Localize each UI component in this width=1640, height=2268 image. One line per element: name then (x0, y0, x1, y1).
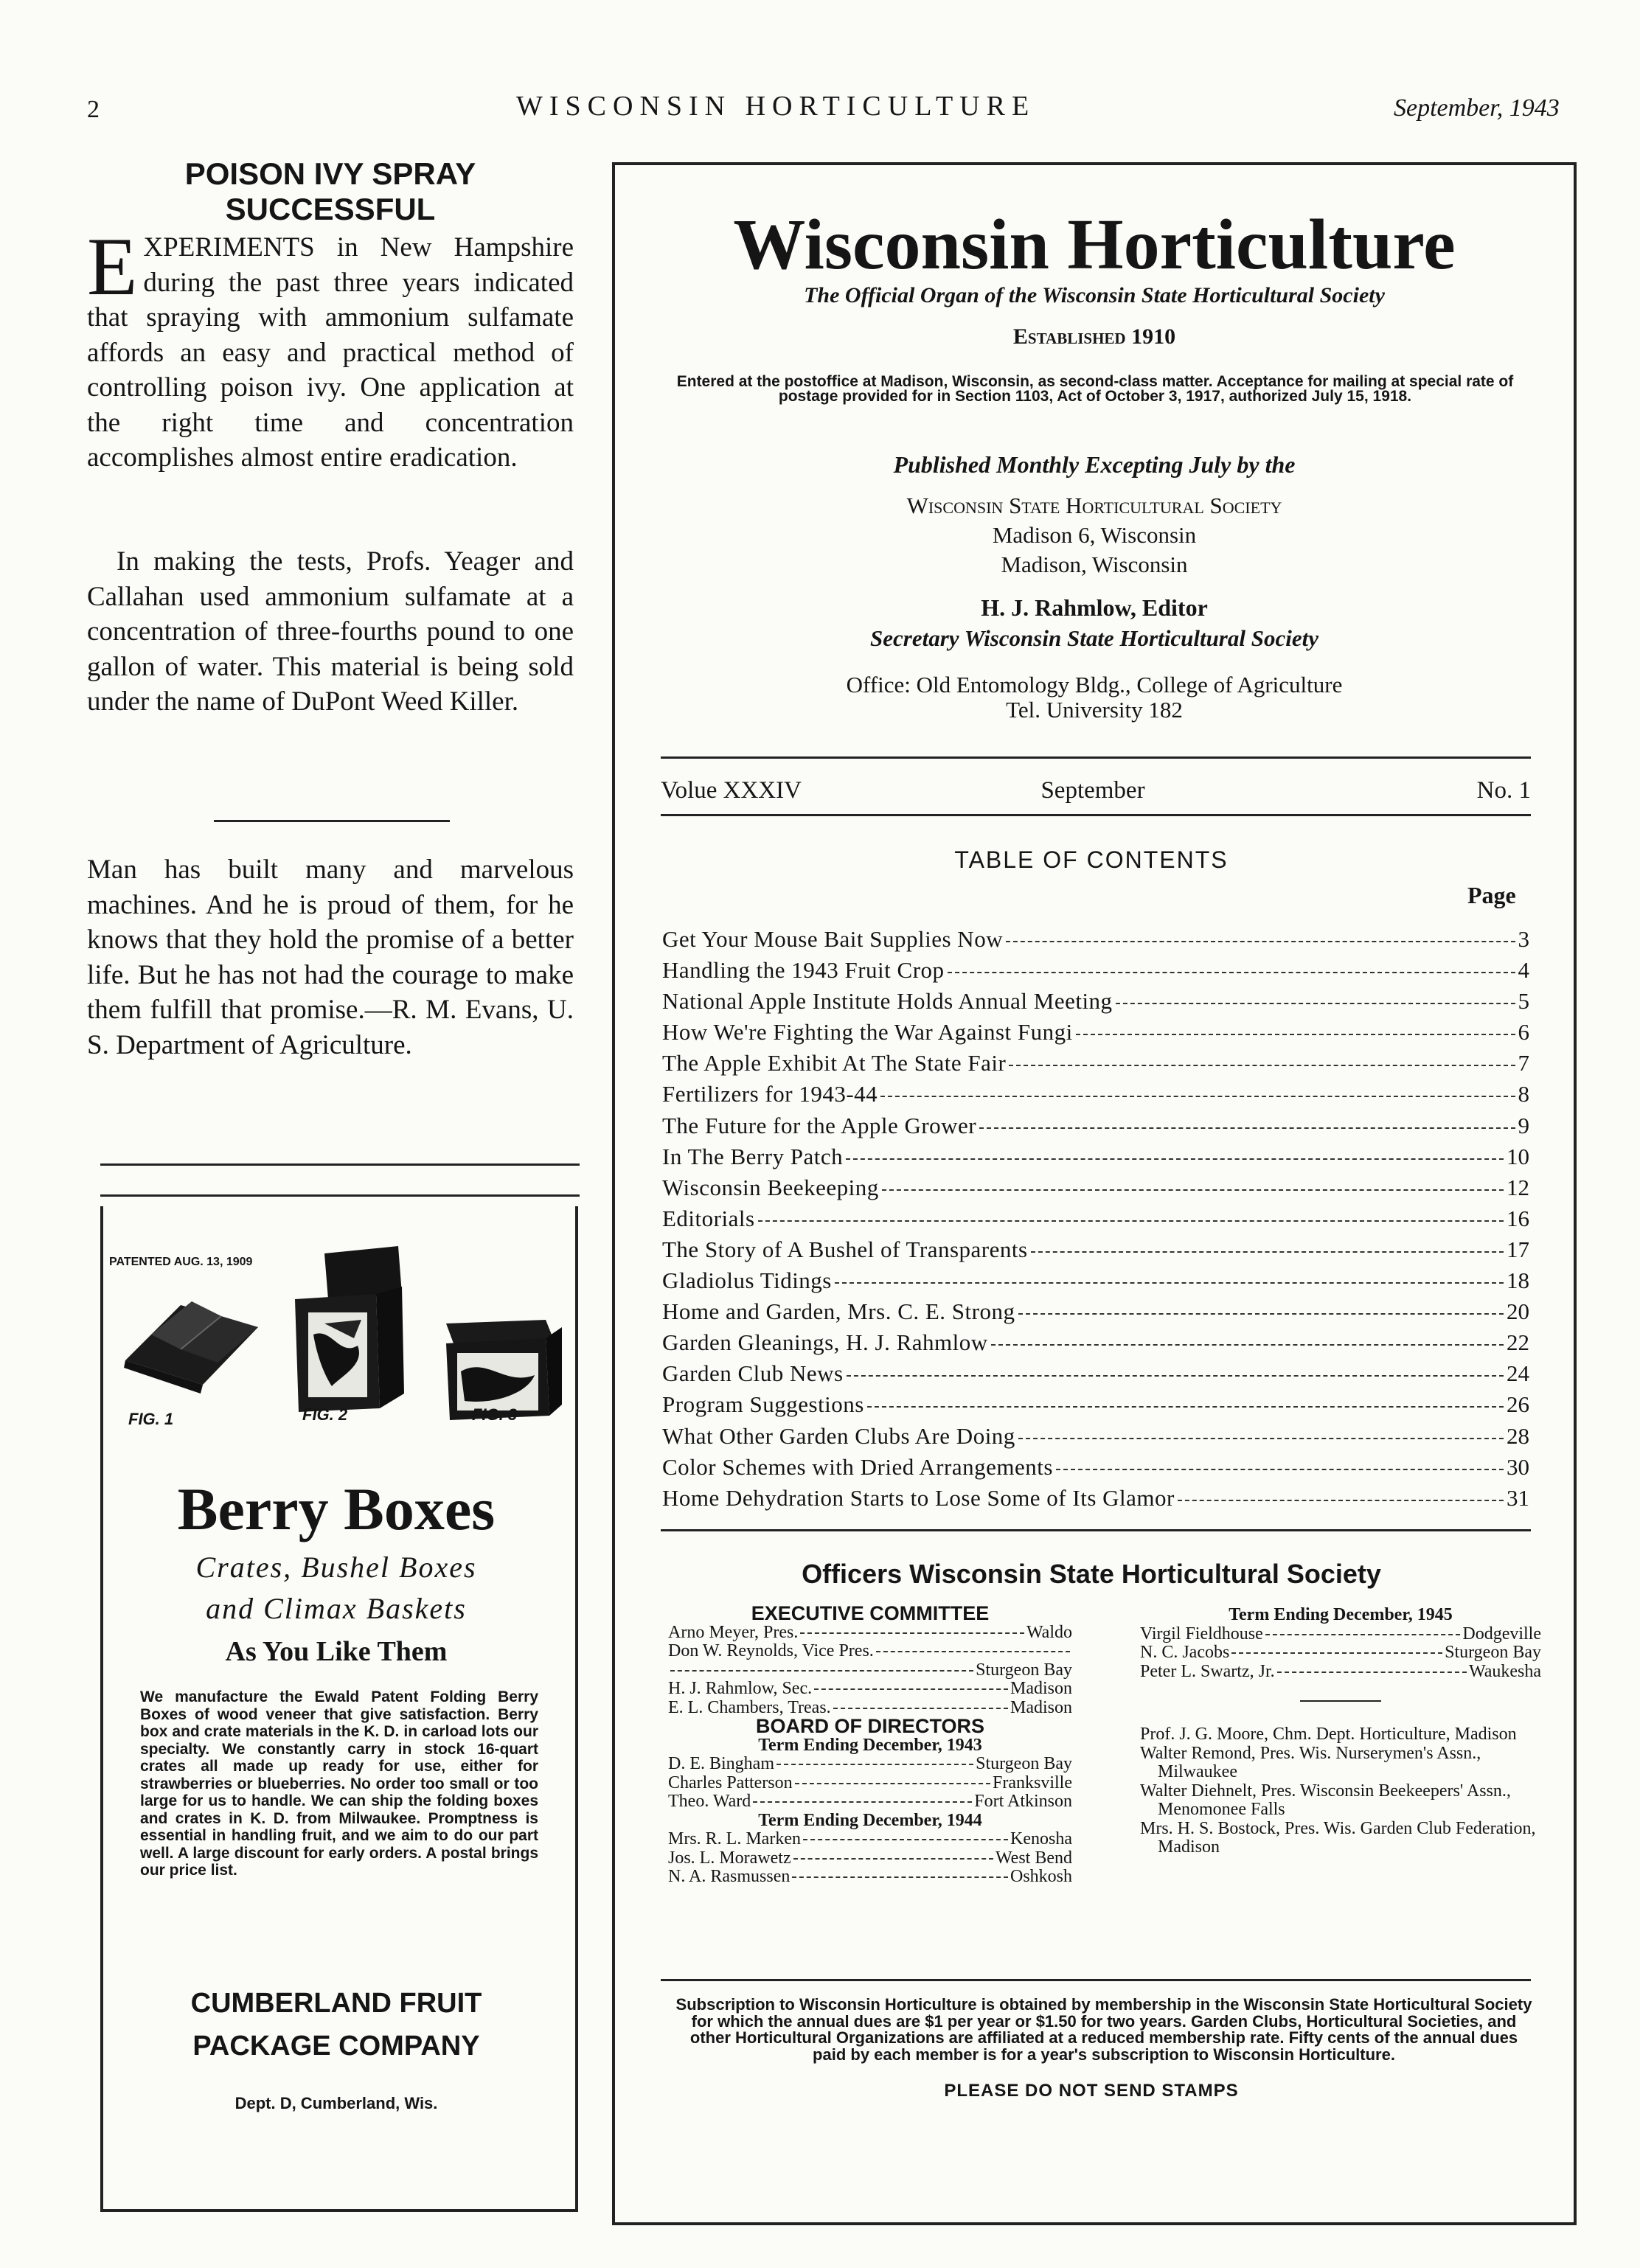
officer-city: Oshkosh (1010, 1867, 1072, 1886)
toc-entry (662, 1050, 1529, 1081)
toc-entry-title: Garden Club News (662, 1360, 844, 1387)
leader-dots (1018, 1313, 1504, 1315)
toc-entry-page: 9 (1518, 1112, 1529, 1138)
toc-entry-page: 5 (1518, 988, 1529, 1015)
office-address: Office: Old Entomology Bldg., College of Agriculture (846, 672, 1343, 698)
toc-page-label: Page (1467, 882, 1516, 908)
toc-entry (662, 988, 1529, 1019)
drop-cap: E (87, 221, 138, 313)
leader-dots (880, 1096, 1515, 1097)
officer-name: D. E. Bingham (668, 1754, 774, 1773)
divider (661, 1529, 1531, 1531)
toc-entry (662, 1206, 1529, 1236)
leader-dots (1265, 1634, 1461, 1635)
toc-entry-title: Wisconsin Beekeeping (662, 1174, 879, 1200)
leader-dots (814, 1688, 1008, 1690)
toc-entry (662, 1236, 1529, 1267)
toc-entry (662, 1144, 1529, 1175)
folded-box-figure (124, 1301, 258, 1394)
officer-row (668, 1792, 1072, 1812)
tall-box-figure (295, 1246, 404, 1412)
leader-dots (846, 1158, 1504, 1160)
divider (661, 756, 1531, 759)
publication-frequency: Published Monthly Excepting July by the (893, 451, 1296, 478)
leader-dots (991, 1344, 1504, 1346)
berry-box-illustration (111, 1217, 568, 1430)
toc-entry-page: 26 (1507, 1391, 1529, 1418)
quote-paragraph: Man has built many and marvelous machines. And he is proud of them, for he knows that they hold the promise of a better life. But he has not had the courage to make them fulfill that promise.—R. M. Evans, U. S. Department of Agriculture. (87, 855, 574, 1060)
masthead-subtitle: The Official Organ of the Wisconsin State Horticultural Society (804, 283, 1385, 307)
term-1943-heading: Term Ending December, 1943 (758, 1735, 982, 1755)
leader-dots (1076, 1034, 1515, 1035)
toc-entry (662, 1423, 1529, 1454)
toc-entry-page: 31 (1507, 1484, 1529, 1511)
officer-row (1140, 1625, 1541, 1644)
divider (661, 1979, 1531, 1981)
officer-city: Waldo (1026, 1622, 1072, 1642)
officer-city: Waukesha (1468, 1661, 1541, 1681)
officer-row (668, 1661, 1072, 1680)
toc-entry-title: The Apple Exhibit At The State Fair (662, 1050, 1007, 1076)
masthead-title: Wisconsin Horticulture (733, 205, 1456, 285)
officer-row (668, 1849, 1072, 1868)
leader-dots (1178, 1500, 1504, 1501)
toc-entry (662, 1360, 1529, 1391)
editor-name: H. J. Rahmlow, Editor (981, 594, 1208, 621)
officer-city: Madison (1010, 1697, 1072, 1717)
toc-entry (662, 1019, 1529, 1050)
ad-body-text: We manufacture the Ewald Patent Folding Berry Boxes of wood veneer that give satisfaction. Berry box and crate materials in the K. D. in carload lots our specialty. We constantly carry in stock 16-quart crates all made up ready for use, either for strawberries or blueberries. No order too small or too large for us to handle. We can ship the folding boxes and crates in K. D. from Milwaukee. Promptness is essential in handling fruit, and we aim to do our part well. A large discount for early orders. A postal brings our price list. (140, 1688, 538, 1879)
toc-entry-title: What Other Garden Clubs Are Doing (662, 1422, 1015, 1449)
toc-entry-page: 18 (1507, 1267, 1529, 1294)
leader-dots (867, 1406, 1504, 1408)
officer-city: Fort Atkinson (974, 1792, 1072, 1811)
toc-entry-page: 22 (1507, 1329, 1529, 1356)
toc-entry (662, 1298, 1529, 1329)
leader-dots (833, 1708, 1008, 1709)
running-title: WISCONSIN HORTICULTURE (516, 91, 1036, 122)
officers-heading: Officers Wisconsin State Horticultural Society (802, 1559, 1381, 1589)
toc-entry-page: 8 (1518, 1081, 1529, 1107)
toc-entry-title: Fertilizers for 1943-44 (662, 1081, 878, 1107)
leader-dots (1231, 1652, 1442, 1654)
office-info (612, 672, 1577, 723)
article-paragraph-1-text: in New Hampshire during the past three years indicated that spraying with ammonium sulfamate affords an easy and practical method of controlling poison ivy. One application at the right time and concentration accomplishes almost entire eradication. (87, 232, 574, 473)
officer-city: Franksville (993, 1773, 1072, 1792)
leader-dots (758, 1220, 1504, 1222)
article-lead-word: XPERIMENTS (143, 232, 315, 262)
ad-patent-label: PATENTED AUG. 13, 1909 (109, 1256, 253, 1268)
toc-entry (662, 1175, 1529, 1206)
officers-right-column (1140, 1606, 1541, 1857)
officer-name: Arno Meyer, Pres. (668, 1622, 799, 1642)
ad-company-line-2: PACKAGE COMPANY (192, 2031, 480, 2062)
officer-name: Don W. Reynolds, Vice Pres. (668, 1641, 874, 1660)
leader-dots (1056, 1469, 1504, 1470)
fig-1-label: FIG. 1 (128, 1410, 174, 1428)
leader-dots (948, 972, 1515, 973)
leader-dots (795, 1783, 990, 1784)
toc-entry-title: Handling the 1943 Fruit Crop (662, 957, 945, 984)
toc-entry (662, 1485, 1529, 1516)
officer-row (1140, 1663, 1541, 1682)
article-title (87, 156, 574, 227)
subscription-notice: Subscription to Wisconsin Horticulture is obtained by membership in the Wisconsin State Horticultural Society for which the annual dues are $1 per year or $1.50 for two years. Garden Clubs, Horticultural Societies, and other Horticultural Organizations are affiliated at a reduced membership rate. Fifty cents of the annual dues paid by each member is for a year's subscription to Wisconsin Horticulture. (675, 1995, 1532, 2064)
officer-name: Virgil Fieldhouse (1140, 1624, 1263, 1643)
leader-dots (803, 1839, 1008, 1840)
divider (214, 820, 450, 822)
fig-2-label: FIG. 2 (302, 1405, 348, 1424)
leader-dots (876, 1651, 1070, 1652)
executive-committee-heading: EXECUTIVE COMMITTEE (751, 1602, 990, 1624)
toc-entry (662, 957, 1529, 988)
toc-entry-title: Garden Gleanings, H. J. Rahmlow (662, 1329, 988, 1356)
toc-entry-title: National Apple Institute Holds Annual Meeting (662, 988, 1113, 1015)
fig-3-label: FIG. 3 (472, 1405, 518, 1424)
leader-dots (979, 1127, 1515, 1129)
officer-row (668, 1830, 1072, 1849)
toc-entry-title: Home and Garden, Mrs. C. E. Strong (662, 1298, 1015, 1325)
officer-name: Charles Patterson (668, 1773, 793, 1792)
leader-dots (1006, 941, 1515, 942)
toc-entry-title: Color Schemes with Dried Arrangements (662, 1453, 1053, 1480)
leader-dots (1018, 1438, 1504, 1439)
toc-entry-title: In The Berry Patch (662, 1143, 844, 1169)
volume-number: Volue XXXIV (661, 777, 802, 804)
term-1944-heading: Term Ending December, 1944 (758, 1810, 982, 1830)
toc-entry-title: The Story of A Bushel of Transparents (662, 1236, 1028, 1262)
ex-officio-member: Walter Diehnelt, Pres. Wisconsin Beekeepers' Assn., Menomonee Falls (1140, 1781, 1511, 1819)
ad-tagline: As You Like Them (225, 1636, 448, 1667)
ad-heading: Berry Boxes (177, 1475, 496, 1542)
officer-row (1140, 1643, 1541, 1663)
officer-name: Theo. Ward (668, 1792, 751, 1811)
leader-dots (1116, 1003, 1515, 1004)
board-of-directors-heading: BOARD OF DIRECTORS (755, 1715, 984, 1737)
toc-entry (662, 1113, 1529, 1144)
toc-entry (662, 1329, 1529, 1360)
divider (100, 1163, 580, 1166)
toc-entry-page: 28 (1507, 1422, 1529, 1449)
toc-entry-title: Gladiolus Tidings (662, 1267, 832, 1294)
officer-name: H. J. Rahmlow, Sec. (668, 1679, 813, 1698)
toc-entry-page: 17 (1507, 1236, 1529, 1262)
leader-dots (882, 1189, 1504, 1191)
article-paragraph-2: In making the tests, Profs. Yeager and Callahan used ammonium sulfamate at a concentration of three-fourths pound to one gallon of water. This material is being sold under the name of DuPont Weed Killer. (87, 546, 574, 717)
toc-entry-page: 10 (1507, 1143, 1529, 1169)
leader-dots (793, 1858, 993, 1860)
officer-city: Madison (1010, 1679, 1072, 1698)
toc-entry-title: Editorials (662, 1205, 755, 1231)
officer-name: Mrs. R. L. Marken (668, 1829, 801, 1848)
toc-entry-title: The Future for the Apple Grower (662, 1112, 977, 1138)
masthead-established: Established 1910 (1012, 324, 1176, 349)
divider (1300, 1700, 1381, 1702)
toc-entry-page: 3 (1518, 926, 1529, 952)
leader-dots (776, 1764, 973, 1765)
officer-city: Kenosha (1010, 1829, 1072, 1848)
toc-entry (662, 1081, 1529, 1112)
page-number: 2 (87, 96, 100, 123)
toc-entry-title: How We're Fighting the War Against Fungi (662, 1019, 1073, 1046)
officer-row (668, 1868, 1072, 1887)
officer-name: E. L. Chambers, Treas. (668, 1697, 831, 1717)
volume-month: September (1040, 777, 1145, 804)
toc-heading: TABLE OF CONTENTS (954, 846, 1229, 873)
officer-row (668, 1755, 1072, 1774)
toc-entry (662, 1267, 1529, 1298)
toc-entry-title: Program Suggestions (662, 1391, 864, 1418)
term-1945-heading: Term Ending December, 1945 (1229, 1605, 1453, 1624)
officer-city: West Bend (995, 1848, 1072, 1868)
society-address-2: Madison, Wisconsin (1001, 552, 1188, 577)
officer-row (668, 1680, 1072, 1699)
ad-company-name (100, 1982, 572, 2067)
issue-number: No. 1 (1476, 777, 1531, 804)
ex-officio-member: Walter Remond, Pres. Wis. Nurserymen's Assn., Milwaukee (1140, 1743, 1481, 1781)
society-address-1: Madison 6, Wisconsin (992, 522, 1197, 548)
officer-city: Sturgeon Bay (976, 1754, 1072, 1773)
officer-city: Sturgeon Bay (976, 1660, 1072, 1680)
article-title-line-1: POISON IVY SPRAY (184, 156, 476, 191)
ex-officio-member: Mrs. H. S. Bostock, Pres. Wis. Garden Club Federation, Madison (1140, 1818, 1536, 1857)
toc-entry (662, 926, 1529, 957)
leader-dots (800, 1632, 1024, 1634)
leader-dots (1031, 1251, 1504, 1253)
leader-dots (1277, 1672, 1467, 1673)
mailing-notice: Entered at the postoffice at Madison, Wisconsin, as second-class matter. Acceptance for mailing at special rate of postage provided for in Section 1103, Act of October 3, 1917, authorized July 15, 1918. (676, 373, 1514, 405)
toc-entry (662, 1454, 1529, 1485)
divider (661, 814, 1531, 816)
toc-entry-page: 16 (1507, 1205, 1529, 1231)
leader-dots (847, 1375, 1504, 1377)
officer-name: Peter L. Swartz, Jr. (1140, 1661, 1275, 1681)
toc-entry-page: 30 (1507, 1453, 1529, 1480)
officer-name: Jos. L. Morawetz (668, 1848, 791, 1868)
toc-entry-page: 20 (1507, 1298, 1529, 1325)
table-of-contents (662, 926, 1529, 1516)
toc-entry-page: 7 (1518, 1050, 1529, 1076)
toc-entry-page: 24 (1507, 1360, 1529, 1387)
ad-subheading (100, 1547, 572, 1629)
ad-company-line-1: CUMBERLAND FRUIT (190, 1988, 482, 2019)
ad-subheading-line-1: Crates, Bushel Boxes (195, 1551, 477, 1584)
editor-title: Secretary Wisconsin State Horticultural Society (870, 625, 1318, 651)
officer-name: N. A. Rasmussen (668, 1867, 791, 1886)
issue-date: September, 1943 (1394, 94, 1560, 122)
officer-city: Sturgeon Bay (1445, 1643, 1541, 1662)
officer-name: N. C. Jacobs (1140, 1643, 1230, 1662)
toc-entry-page: 4 (1518, 957, 1529, 984)
officer-city: Dodgeville (1462, 1624, 1541, 1643)
toc-entry-title: Home Dehydration Starts to Lose Some of Its Glamor (662, 1484, 1175, 1511)
leader-dots (835, 1282, 1504, 1284)
ad-subheading-line-2: and Climax Baskets (206, 1592, 467, 1625)
leader-dots (792, 1876, 1008, 1878)
ad-top-rule (100, 1194, 580, 1197)
officers-left-column (668, 1604, 1072, 1887)
officer-row (668, 1624, 1072, 1643)
ex-officio-member: Prof. J. G. Moore, Chm. Dept. Horticulture, Madison (1140, 1725, 1517, 1744)
leader-dots (753, 1801, 972, 1803)
toc-entry-title: Get Your Mouse Bait Supplies Now (662, 926, 1004, 952)
toc-entry-page: 6 (1518, 1019, 1529, 1046)
officer-row (668, 1642, 1072, 1661)
stamps-notice: PLEASE DO NOT SEND STAMPS (944, 2081, 1239, 2101)
ad-address: Dept. D, Cumberland, Wis. (234, 2094, 438, 2112)
toc-entry (662, 1391, 1529, 1422)
society-name: Wisconsin State Horticultural Society (906, 493, 1282, 518)
office-telephone: Tel. University 182 (1006, 697, 1183, 723)
article-title-line-2: SUCCESSFUL (225, 192, 436, 226)
article-paragraph-1 (87, 221, 574, 476)
toc-entry-page: 12 (1507, 1174, 1529, 1200)
officer-row (668, 1774, 1072, 1793)
leader-dots (1009, 1065, 1515, 1066)
leader-dots (670, 1670, 973, 1672)
